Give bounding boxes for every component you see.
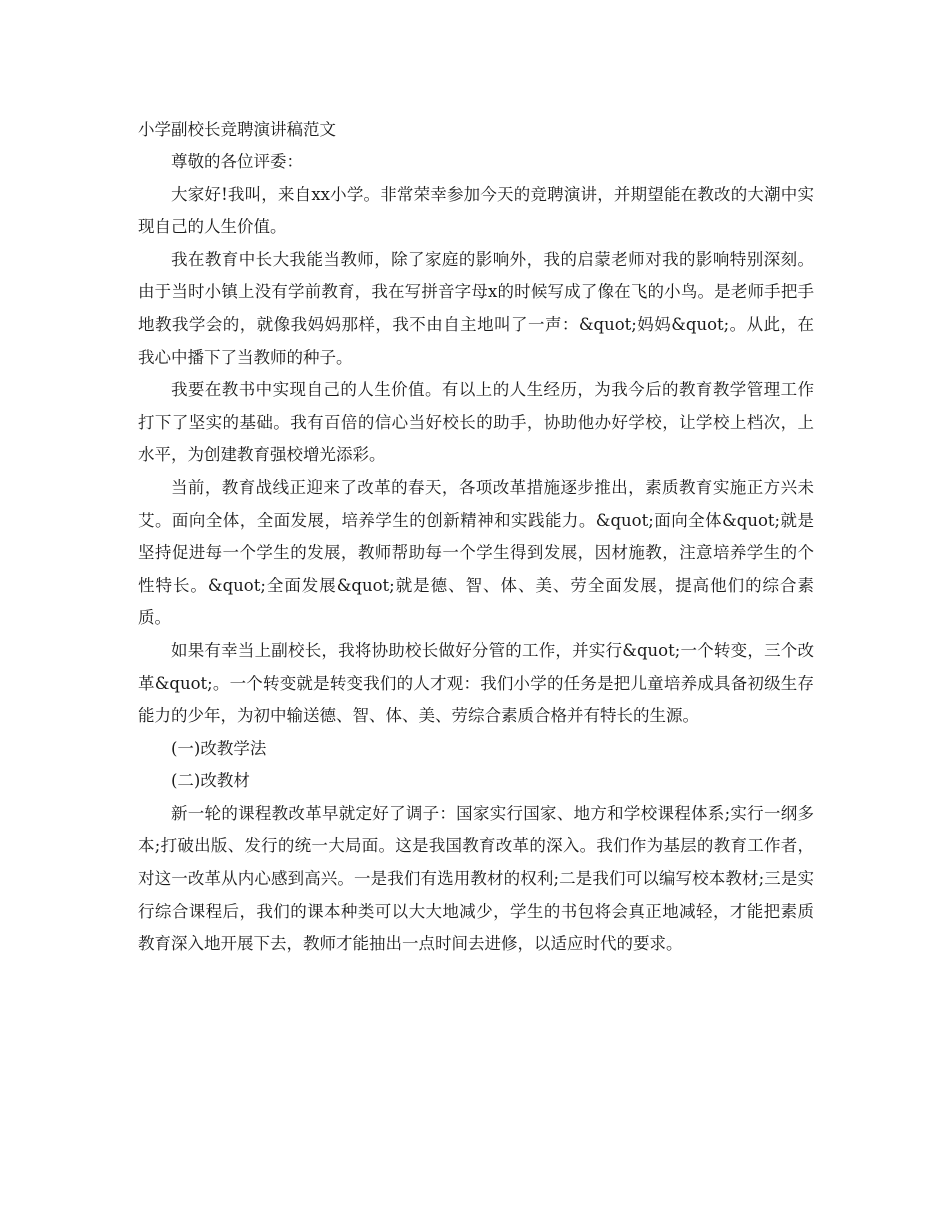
document-body xyxy=(138,114,814,961)
paragraph-greeting: 大家好!我叫，来自xx小学。非常荣幸参加今天的竞聘演讲，并期望能在教改的大潮中实现自己的人生价值。 xyxy=(138,184,814,237)
paragraph-curriculum: 新一轮的课程教改革早就定好了调子：国家实行国家、地方和学校课程体系;实行一纲多本;打破出版、发行的统一大局面。这是我国教育改革的深入。我们作为基层的教育工作者，对这一改革从内心感到高兴。一是我们有选用教材的权利;二是我们可以编写校本教材;三是实行综合课程后，我们的课本种类可以大大地减少，学生的书包将会真正地减轻，才能把素质教育深入地开展下去，教师才能抽出一点时间去进修，以适应时代的要求。 xyxy=(138,803,814,954)
paragraph-background: 我在教育中长大我能当教师，除了家庭的影响外，我的启蒙老师对我的影响特别深刻。由于当时小镇上没有学前教育，我在写拼音字母x的时候写成了像在飞的小鸟。是老师手把手地教我学会的，就像我妈妈那样，我不由自主地叫了一声：&quot;妈妈&quot;。从此，在我心中播下了当教师的种子。 xyxy=(138,249,814,367)
paragraph-heading-2: (二)改教材 xyxy=(171,771,250,791)
paragraph-reform: 当前，教育战线正迎来了改革的春天，各项改革措施逐步推出，素质教育实施正方兴未艾。面向全体，全面发展，培养学生的创新精神和实践能力。&quot;面向全体&quot;就是坚持促进每一个学生的发展，教师帮助每一个学生得到发展，因材施教，注意培养学生的个性特长。&quot;全面发展&quot;就是德、智、体、美、劳全面发展，提高他们的综合素质。 xyxy=(138,477,814,628)
paragraph-goal: 我要在教书中实现自己的人生价值。有以上的人生经历，为我今后的教育教学管理工作打下了坚实的基础。我有百倍的信心当好校长的助手，协助他办好学校，让学校上档次，上水平，为创建教育强校增光添彩。 xyxy=(138,380,814,465)
document-title: 小学副校长竞聘演讲稿范文 xyxy=(138,120,336,139)
paragraph-heading-1: (一)改教学法 xyxy=(171,738,267,758)
paragraph-salutation: 尊敬的各位评委： xyxy=(171,152,303,171)
paragraph-plan: 如果有幸当上副校长，我将协助校长做好分管的工作，并实行&quot;一个转变，三个改革&quot;。一个转变就是转变我们的人才观：我们小学的任务是把儿童培养成具备初级生存能力的少年，为初中输送德、智、体、美、劳综合素质合格并有特长的生源。 xyxy=(138,640,814,726)
